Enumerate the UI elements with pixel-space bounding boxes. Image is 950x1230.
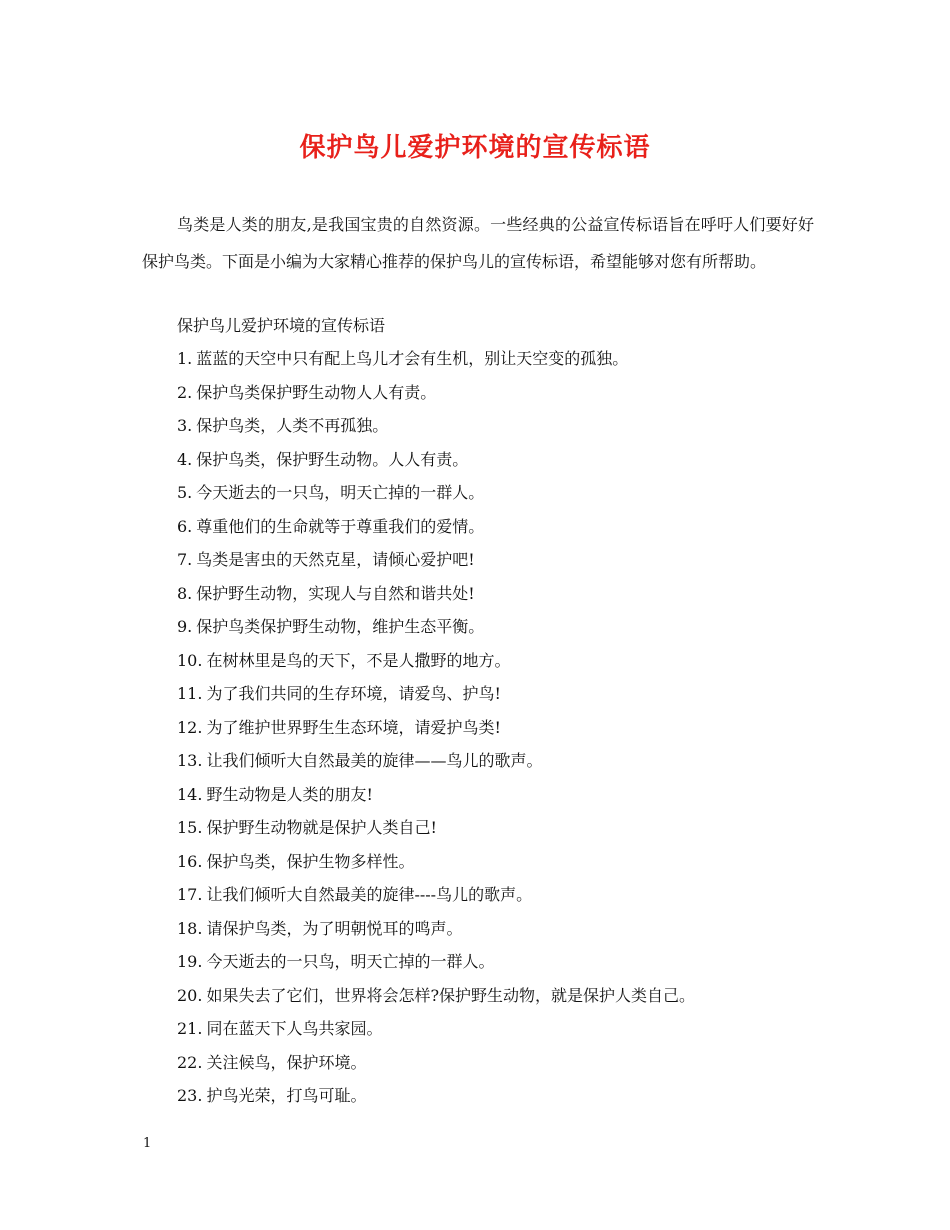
list-item-text: 保护野生动物就是保护人类自己! bbox=[206, 818, 437, 837]
list-item bbox=[177, 914, 695, 948]
list-item-number: 18. bbox=[177, 918, 203, 938]
list-item-number: 17. bbox=[177, 885, 203, 904]
list-item bbox=[177, 1048, 695, 1082]
list-item bbox=[177, 713, 695, 747]
list-item-number: 7. bbox=[177, 550, 193, 569]
list-item-text: 保护鸟类，保护生物多样性。 bbox=[206, 851, 415, 871]
list-item-number: 16. bbox=[177, 851, 203, 871]
list-item bbox=[177, 579, 695, 613]
list-item-text: 野生动物是人类的朋友! bbox=[206, 784, 373, 804]
document-title: 保护鸟儿爱护环境的宣传标语 bbox=[299, 133, 651, 163]
page-number: 1 bbox=[143, 1136, 152, 1151]
list-item-number: 15. bbox=[177, 818, 203, 837]
list-item bbox=[177, 880, 695, 914]
list-item-number: 2. bbox=[177, 382, 193, 402]
list-item-number: 14. bbox=[177, 784, 203, 804]
list-item-text: 今天逝去的一只鸟，明天亡掉的一群人。 bbox=[206, 952, 495, 971]
list-item bbox=[177, 445, 695, 479]
list-item-number: 5. bbox=[177, 483, 193, 502]
list-item-number: 23. bbox=[177, 1086, 203, 1105]
list-item bbox=[177, 612, 695, 646]
list-item-text: 保护鸟类，人类不再孤独。 bbox=[196, 416, 389, 435]
list-item-text: 保护鸟类，保护野生动物。人人有责。 bbox=[196, 449, 469, 469]
intro-paragraph: 鸟类是人类的朋友,是我国宝贵的自然资源。一些经典的公益宣传标语旨在呼吁人们要好好保护鸟类。下面是小编为大家精心推荐的保护鸟儿的宣传标语，希望能够对您有所帮助。 bbox=[142, 215, 814, 271]
list-item-number: 1. bbox=[177, 349, 193, 368]
list-item-text: 为了我们共同的生存环境，请爱鸟、护鸟! bbox=[206, 684, 501, 703]
list-item bbox=[177, 679, 695, 713]
list-item-number: 13. bbox=[177, 751, 203, 770]
list-item bbox=[177, 344, 695, 378]
list-item-number: 4. bbox=[177, 449, 193, 469]
list-item-text: 护鸟光荣，打鸟可耻。 bbox=[206, 1086, 367, 1105]
list-item bbox=[177, 378, 695, 412]
list-item bbox=[177, 411, 695, 445]
list-item bbox=[177, 1081, 695, 1115]
list-item-text: 保护野生动物，实现人与自然和谐共处! bbox=[196, 583, 475, 603]
list-item-number: 22. bbox=[177, 1052, 203, 1072]
list-item bbox=[177, 646, 695, 680]
list-item-text: 保护鸟类保护野生动物人人有责。 bbox=[196, 382, 437, 402]
list-item-text: 如果失去了它们，世界将会怎样?保护野生动物，就是保护人类自己。 bbox=[206, 985, 696, 1005]
list-item-text: 关注候鸟，保护环境。 bbox=[206, 1052, 367, 1072]
list-item-text: 鸟类是害虫的天然克星，请倾心爱护吧! bbox=[196, 550, 475, 569]
list-item bbox=[177, 947, 695, 981]
list-item bbox=[177, 545, 695, 579]
list-item-number: 6. bbox=[177, 516, 193, 536]
list-item-number: 20. bbox=[177, 985, 203, 1005]
list-item-text: 尊重他们的生命就等于尊重我们的爱情。 bbox=[196, 516, 485, 536]
list-item bbox=[177, 478, 695, 512]
list-item-number: 12. bbox=[177, 717, 203, 737]
list-item-text: 在树林里是鸟的天下，不是人撒野的地方。 bbox=[206, 650, 511, 670]
list-item bbox=[177, 847, 695, 881]
list-item-number: 9. bbox=[177, 617, 193, 636]
list-item-text: 为了维护世界野生生态环境，请爱护鸟类! bbox=[206, 717, 501, 737]
list-item-text: 今天逝去的一只鸟，明天亡掉的一群人。 bbox=[196, 483, 485, 502]
section-subheading: 保护鸟儿爱护环境的宣传标语 bbox=[177, 316, 386, 335]
list-item bbox=[177, 813, 695, 847]
slogan-list bbox=[177, 344, 695, 1115]
list-item-number: 11. bbox=[177, 684, 203, 703]
list-item bbox=[177, 981, 695, 1015]
list-item-text: 让我们倾听大自然最美的旋律----鸟儿的歌声。 bbox=[206, 885, 533, 904]
list-item-text: 同在蓝天下人鸟共家园。 bbox=[206, 1019, 383, 1038]
list-item bbox=[177, 746, 695, 780]
list-item bbox=[177, 512, 695, 546]
list-item-text: 让我们倾听大自然最美的旋律——鸟儿的歌声。 bbox=[206, 751, 543, 770]
list-item-number: 19. bbox=[177, 952, 203, 971]
list-item-text: 请保护鸟类，为了明朝悦耳的鸣声。 bbox=[206, 918, 463, 938]
list-item-text: 蓝蓝的天空中只有配上鸟儿才会有生机，别让天空变的孤独。 bbox=[196, 349, 629, 368]
list-item bbox=[177, 780, 695, 814]
list-item-text: 保护鸟类保护野生动物，维护生态平衡。 bbox=[196, 617, 485, 636]
list-item-number: 8. bbox=[177, 583, 193, 603]
list-item-number: 21. bbox=[177, 1019, 203, 1038]
list-item bbox=[177, 1014, 695, 1048]
list-item-number: 10. bbox=[177, 650, 203, 670]
list-item-number: 3. bbox=[177, 416, 193, 435]
